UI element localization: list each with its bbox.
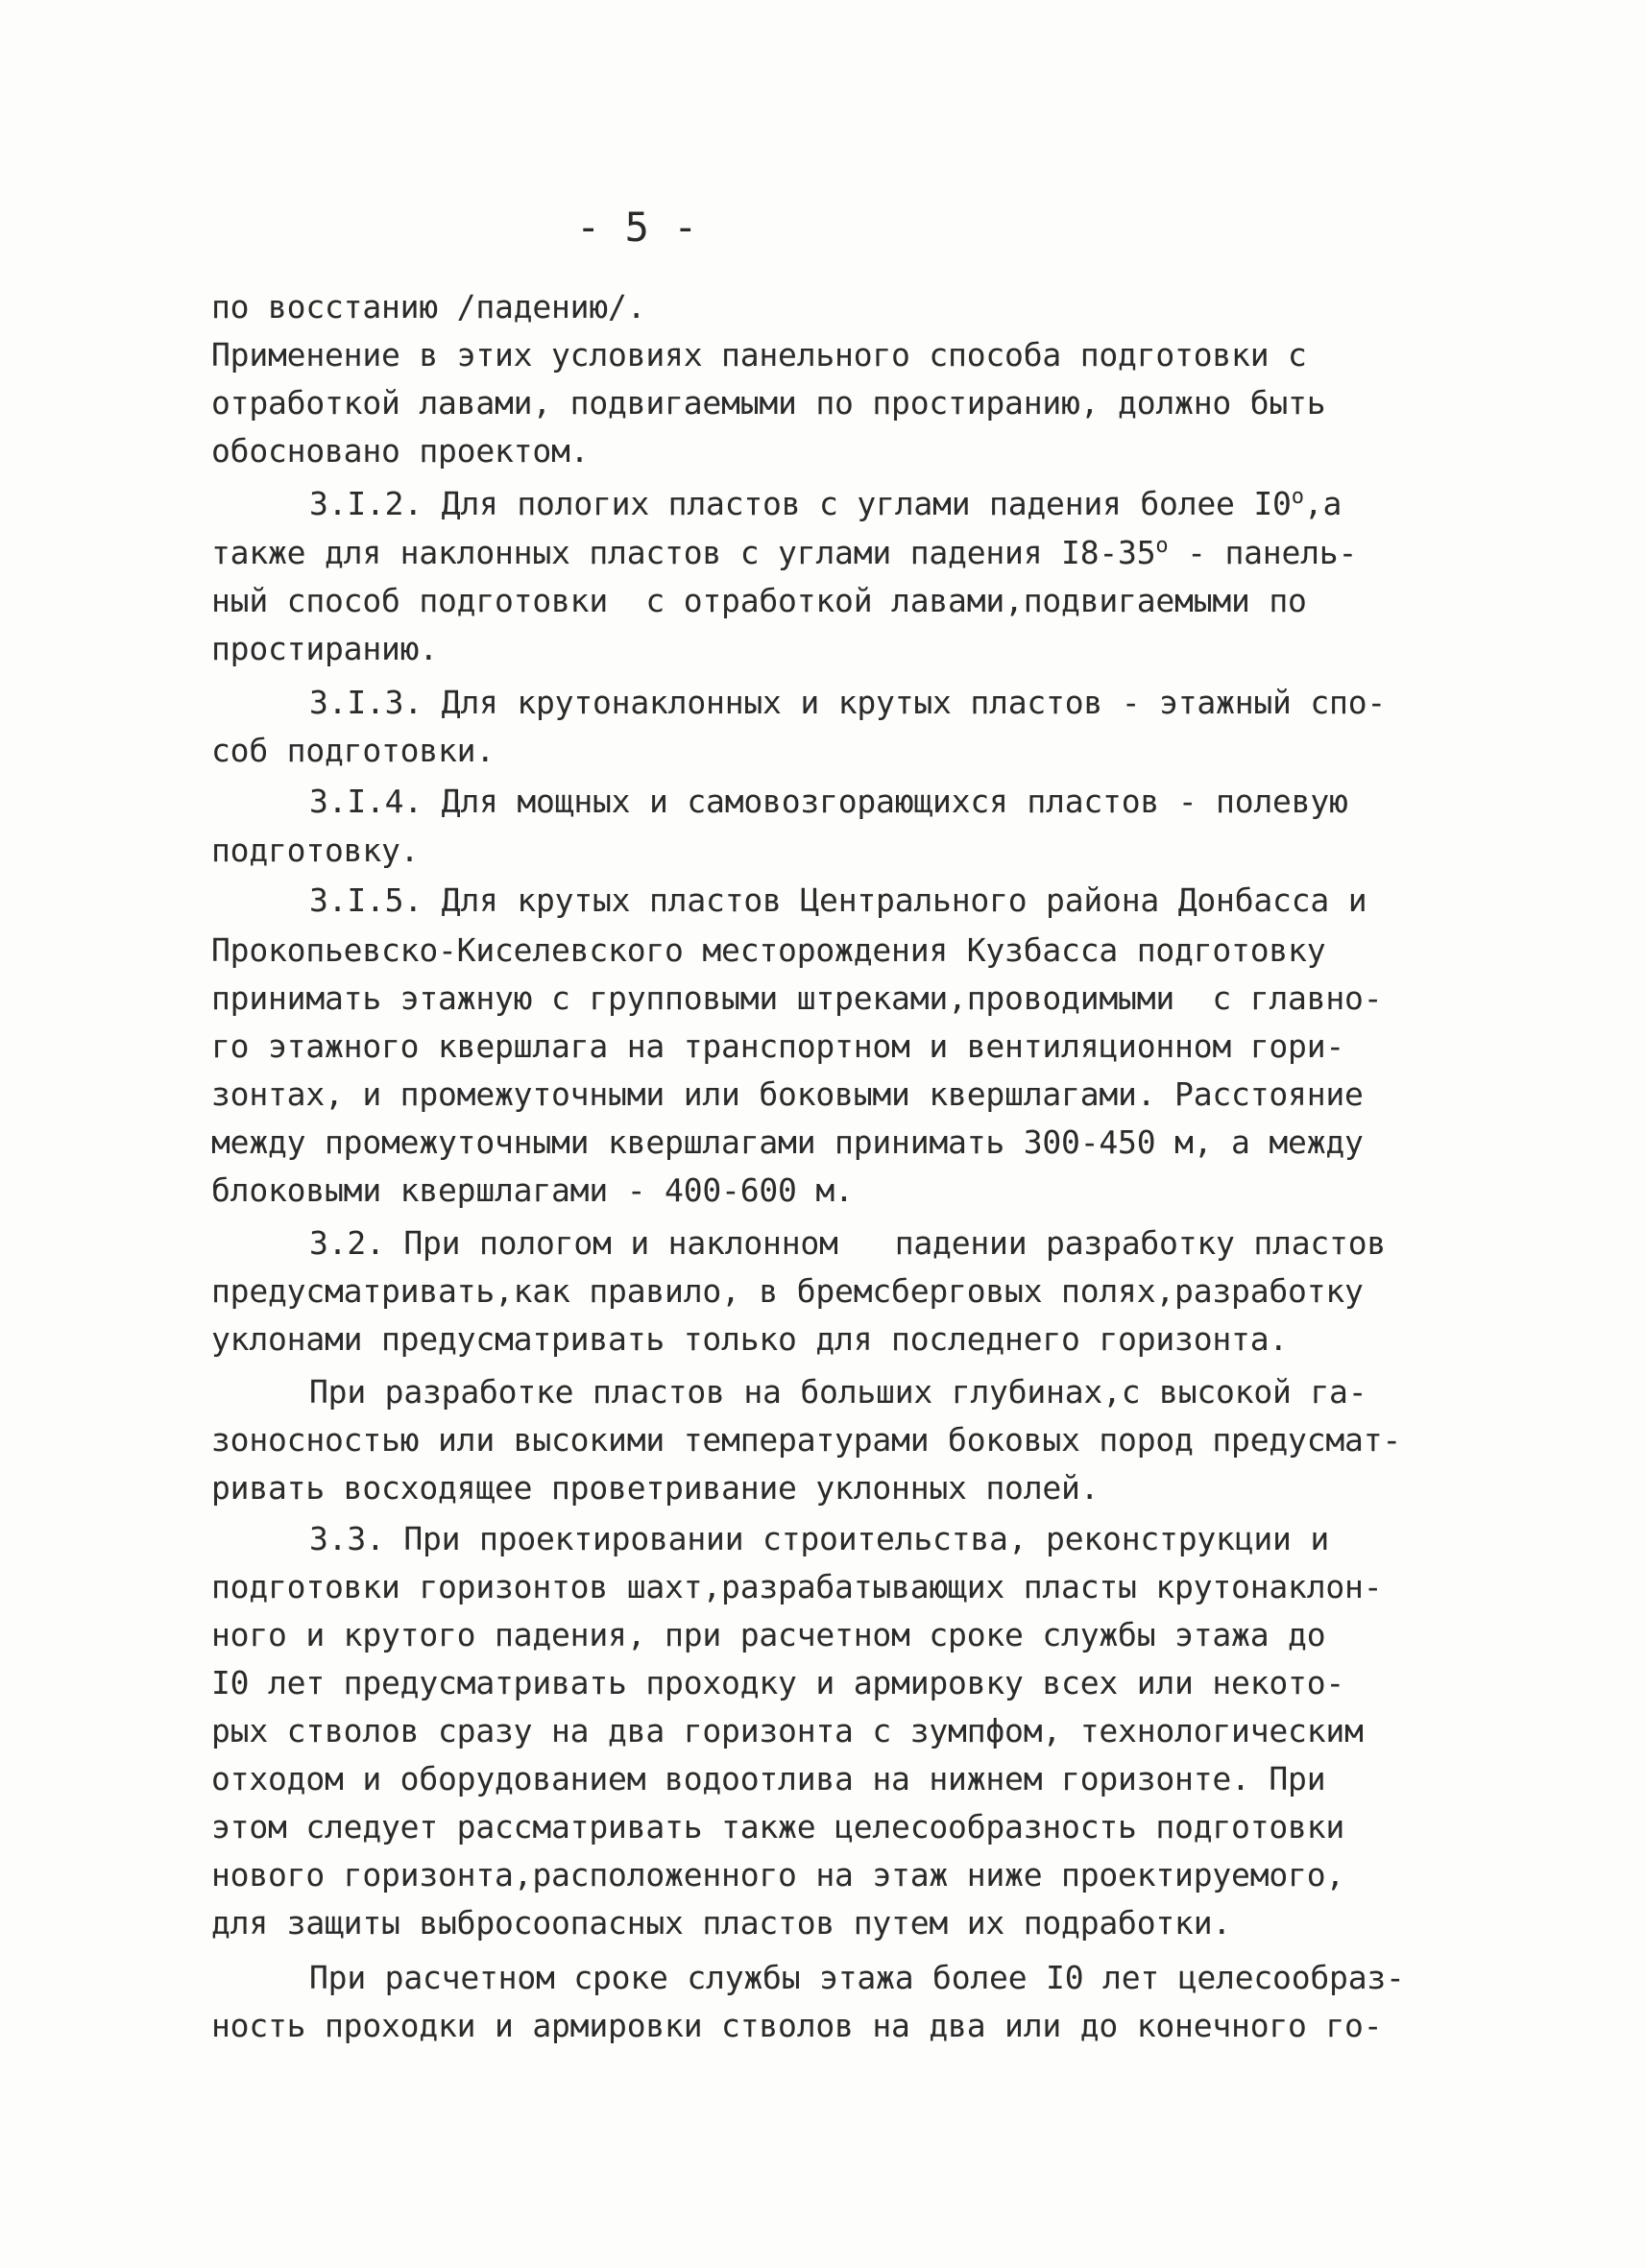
text-line: нового горизонта,расположенного на этаж ниже проектируемого, [211, 1856, 1345, 1894]
paragraph-deep-mining: При разработке пластов на больших глубинах,с высокой га- [309, 1373, 1367, 1411]
paragraph-3-1-4: 3.I.4. Для мощных и самовозгорающихся пластов - полевую [309, 783, 1348, 820]
text-line: ный способ подготовки с отработкой лавами,подвигаемыми по [211, 582, 1307, 619]
text-line: принимать этажную с групповыми штреками,проводимыми с главно- [211, 979, 1383, 1017]
text-line: между промежуточными квершлагами принимать 300-450 м, а между [211, 1123, 1364, 1161]
text-line: го этажного квершлага на транспортном и вентиляционном гори- [211, 1027, 1345, 1065]
text-line: рых стволов сразу на два горизонта с зумпфом, технологическим [211, 1712, 1364, 1749]
text-line: уклонами предусматривать только для последнего горизонта. [211, 1320, 1289, 1358]
text-line-tail: ,а [1303, 485, 1343, 522]
text-line: отходом и оборудованием водоотлива на нижнем горизонте. При [211, 1760, 1326, 1798]
paragraph-3-1-2 [309, 485, 1342, 523]
text-line: зоносностью или высокими температурами боковых пород предусмат- [211, 1421, 1402, 1459]
text-line: ривать восходящее проветривание уклонных полей. [211, 1469, 1100, 1507]
degree-mark: o [1291, 485, 1304, 509]
degree-mark: o [1155, 534, 1169, 558]
text-line: ного и крутого падения, при расчетном сроке службы этажа до [211, 1616, 1326, 1653]
text-line: также для наклонных пластов с углами падения I8-35 [211, 534, 1156, 571]
paragraph-3-2: 3.2. При пологом и наклонном падении разработку пластов [309, 1224, 1387, 1262]
text-line: Прокопьевско-Киселевского месторождения Кузбасса подготовку [211, 931, 1326, 969]
paragraph-service-life: При расчетном сроке службы этажа более I0 лет целесообраз- [309, 1959, 1405, 1996]
text-line: 3.I.2. Для пологих пластов с углами падения более I0 [309, 485, 1292, 522]
text-line-with-degree [211, 534, 1357, 572]
text-line: предусматривать,как правило, в бремсберговых полях,разработку [211, 1272, 1364, 1310]
text-line: I0 лет предусматривать проходку и армировку всех или некото- [211, 1664, 1345, 1701]
paragraph-3-3: 3.3. При проектировании строительства, реконструкции и [309, 1520, 1330, 1557]
page-number: - 5 - [576, 204, 698, 251]
text-line: блоковыми квершлагами - 400-600 м. [211, 1171, 854, 1209]
text-line: соб подготовки. [211, 732, 496, 769]
text-line: отработкой лавами, подвигаемыми по простиранию, должно быть [211, 384, 1326, 422]
text-line: Применение в этих условиях панельного способа подготовки с [211, 336, 1307, 374]
text-line: ность проходки и армировки стволов на два или до конечного го- [211, 2007, 1383, 2044]
text-line: подготовки горизонтов шахт,разрабатывающих пласты крутонаклон- [211, 1568, 1383, 1605]
text-line: этом следует рассматривать также целесообразность подготовки [211, 1808, 1345, 1846]
text-line: простиранию. [211, 630, 439, 667]
text-line: зонтах, и промежуточными или боковыми квершлагами. Расстояние [211, 1075, 1364, 1113]
text-line: для защиты выбросоопасных пластов путем их подработки. [211, 1904, 1232, 1942]
paragraph-3-1-5: 3.I.5. Для крутых пластов Центрального района Донбасса и [309, 881, 1367, 919]
text-line: по восстанию /падению/. [211, 288, 646, 326]
text-line: обосновано проектом. [211, 432, 590, 470]
text-line: подготовку. [211, 832, 420, 869]
paragraph-3-1-3: 3.I.3. Для крутонаклонных и крутых пластов - этажный спо- [309, 684, 1387, 721]
text-line-tail: - панель- [1168, 534, 1358, 571]
